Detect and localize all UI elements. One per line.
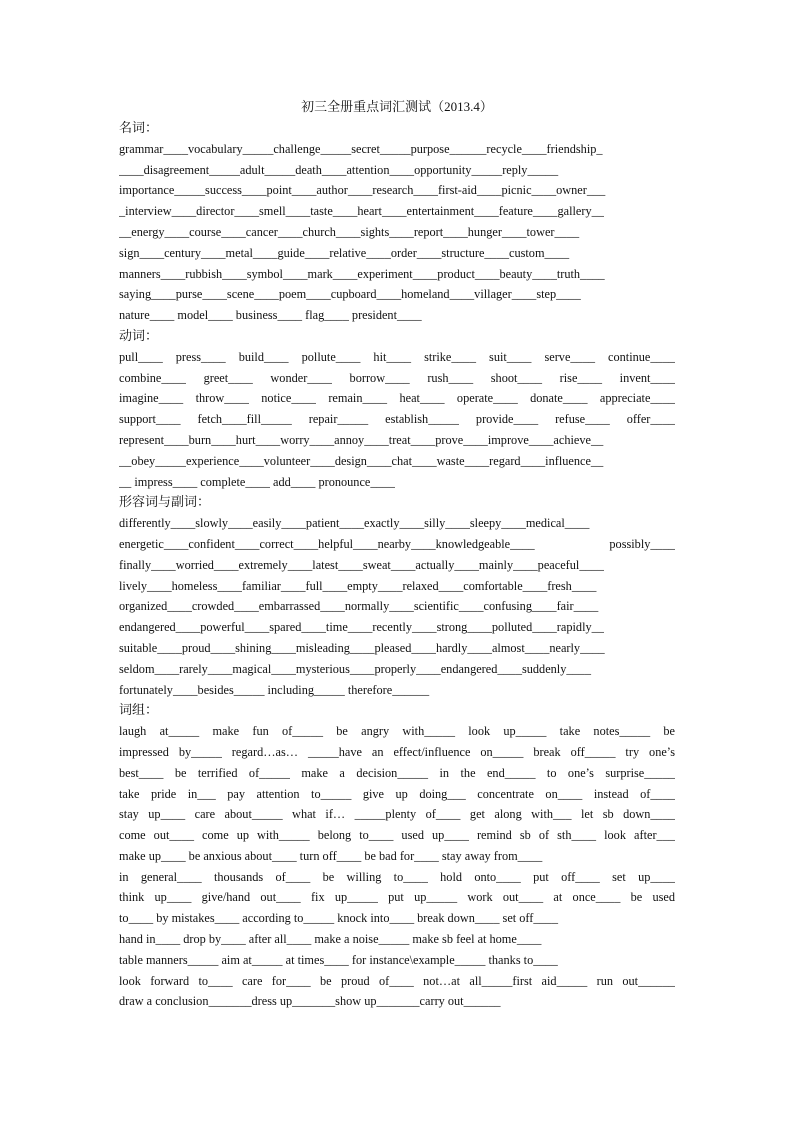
vocab-line: ____disagreement_____adult_____death____attention____opportunity_____reply_____ (119, 162, 559, 177)
vocab-line: take pride in___ pay attention to_____ give up doing___ concentrate on____ instead of____ (119, 786, 675, 801)
vocab-line: nature____ model____ business____ flag____ president____ (119, 308, 422, 323)
vocab-line: pull____ press____ build____ pollute____ hit____ strike____ suit____ serve____ continue____ (119, 349, 675, 364)
vocab-line: suitable____proud____shining____misleading____pleased____hardly____almost____nearly____ (119, 640, 605, 655)
vocab-line: __energy____course____cancer____church____sights____report____hunger____tower____ (119, 224, 580, 239)
vocab-line: represent____burn____hurt____worry____annoy____treat____prove____improve____achieve__ (119, 432, 604, 447)
vocab-line: laugh at_____ make fun of_____ be angry with_____ look up_____ take notes_____ be (119, 724, 675, 739)
document-body (119, 118, 675, 1012)
vocab-line: differently____slowly____easily____patient____exactly____silly____sleepy____medical____ (119, 516, 590, 531)
vocab-line: table manners_____ aim at_____ at times____ for instance\example_____ thanks to____ (119, 952, 558, 967)
vocab-line: seldom____rarely____magical____mysterious____properly____endangered____suddenly____ (119, 661, 591, 676)
section-heading: 名词： (119, 120, 159, 135)
vocab-line: saying____purse____scene____poem____cupboard____homeland____villager____step____ (119, 287, 581, 302)
vocab-line: fortunately____besides_____ including_____ therefore______ (119, 682, 430, 697)
vocab-line: think up____ give/hand out____ fix up_____ put up_____ work out____ at once____ be used (119, 890, 675, 905)
vocab-line: hand in____ drop by____ after all____ make a noise_____ make sb feel at home____ (119, 932, 542, 947)
vocab-line: finally____worried____extremely____latest____sweat____actually____mainly____peaceful____ (119, 557, 604, 572)
vocab-line: organized____crowded____embarrassed____normally____scientific____confusing____fair____ (119, 599, 599, 614)
section-heading: 形容词与副词： (119, 494, 211, 510)
vocab-line: imagine____ throw____ notice____ remain____ heat____ operate____ donate____ appreciate____ (119, 391, 675, 406)
vocab-line: manners____rubbish____symbol____mark____experiment____product____beauty____truth____ (119, 266, 605, 281)
section-heading: 词组： (119, 702, 159, 718)
vocab-line: endangered____powerful____spared____time____recently____strong____polluted____rapidly__ (119, 620, 604, 635)
vocab-line: support____ fetch____fill_____ repair_____ establish_____ provide____ refuse____ offer____ (119, 412, 675, 427)
vocab-line: impressed by_____ regard…as… _____have an effect/influence on_____ break off_____ try one’s (119, 744, 675, 759)
vocab-line: importance_____success____point____author____research____first-aid____picnic____owner___ (119, 183, 606, 198)
vocab-line: come out____ come up with_____ belong to____ used up____ remind sb of sth____ look after___ (119, 828, 675, 843)
vocab-line: in general____ thousands of____ be willing to____ hold onto____ put off____ set up____ (119, 869, 675, 884)
vocab-line: make up____ be anxious about____ turn off____ be bad for____ stay away from____ (119, 848, 543, 863)
vocab-line: combine____ greet____ wonder____ borrow____ rush____ shoot____ rise____ invent____ (119, 370, 675, 385)
vocab-line: sign____century____metal____guide____relative____order____structure____custom____ (119, 245, 570, 260)
vocab-line: grammar____vocabulary_____challenge_____secret_____purpose______recycle____friendship_ (119, 141, 603, 156)
vocab-line: to____ by mistakes____ according to_____ knock into____ break down____ set off____ (119, 911, 558, 926)
document-page (119, 98, 675, 1012)
vocab-line: best____ be terrified of_____ make a decision_____ in the end_____ to one’s surprise_____ (119, 765, 675, 780)
vocab-line: lively____homeless____familiar____full____empty____relaxed____comfortable____fresh____ (119, 578, 597, 593)
section-heading: 动词： (119, 327, 159, 343)
vocab-line: _interview____director____smell____taste____heart____entertainment____feature____gallery__ (119, 204, 604, 219)
page-title: 初三全册重点词汇测试（2013.4） (301, 99, 493, 114)
vocab-line: stay up____ care about_____ what if… _____plenty of____ get along with___ let sb down____ (119, 807, 675, 822)
vocab-line: draw a conclusion_______dress up_______show up_______carry out______ (119, 994, 501, 1009)
vocab-line: energetic____confident____correct____helpful____nearby____knowledgeable____ possibly____ (119, 536, 675, 551)
vocab-line: __ impress____ complete____ add____ pronounce____ (119, 474, 395, 489)
vocab-line: look forward to____ care for____ be proud of____ not…at all_____first aid_____ run out______ (119, 973, 675, 988)
vocab-line: __obey_____experience____volunteer____design____chat____waste____regard____influence__ (119, 453, 604, 468)
